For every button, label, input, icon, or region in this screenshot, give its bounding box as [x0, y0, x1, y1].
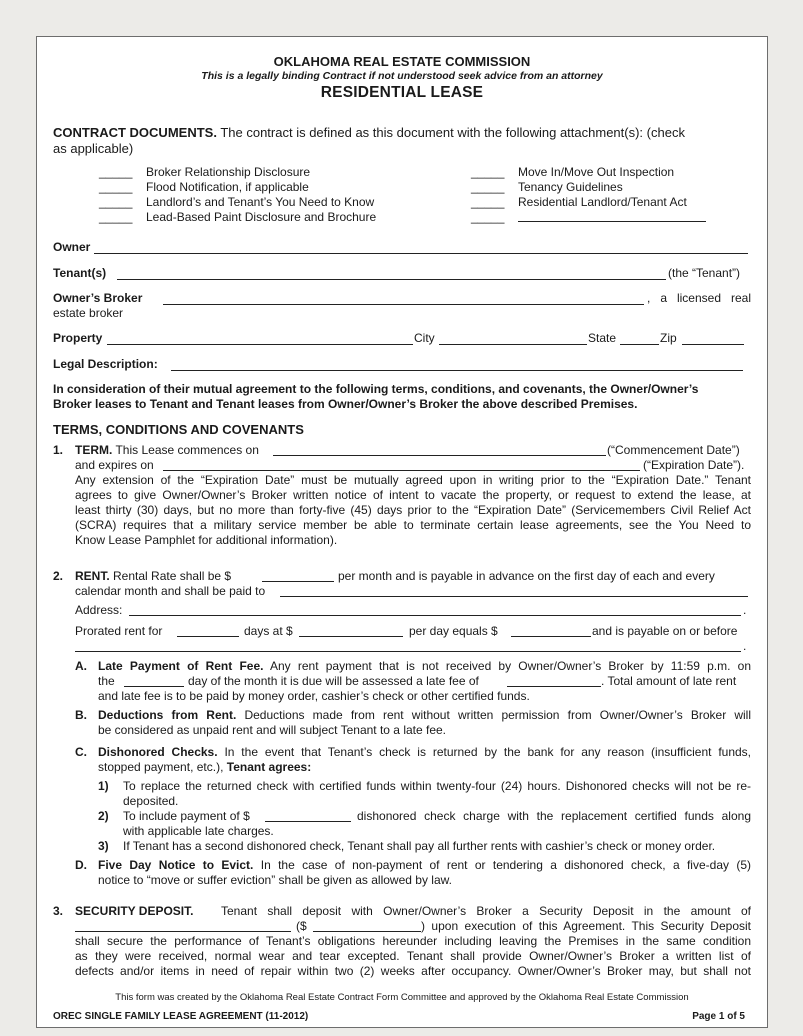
prorated-rate-field[interactable] [299, 636, 403, 637]
footer-page-number: Page 1 of 5 [692, 1011, 745, 1022]
security-paren-open: ($ [296, 919, 307, 933]
terms-heading: TERMS, CONDITIONS AND COVENANTS [53, 422, 304, 437]
prorated-due-date-field[interactable] [75, 651, 741, 652]
attachment-check-4[interactable]: _____ [99, 210, 133, 224]
late-payment-total: . Total amount of late rent [601, 674, 737, 688]
legal-description-label: Legal Description: [53, 357, 158, 371]
term-text-5: Know Lease Pamphlet for additional information). [75, 533, 338, 547]
attachment-other-field[interactable] [518, 221, 706, 222]
attachment-check-1[interactable]: _____ [99, 165, 133, 179]
attachment-label-2: Flood Notification, if applicable [146, 180, 309, 194]
late-payment-line1: Late Payment of Rent Fee. Any rent payment that is not received by Owner/Owner’s Broker by 11:59 p.m. on [98, 659, 752, 673]
broker-field[interactable] [163, 304, 644, 305]
dishonored-line2: stopped payment, etc.), Tenant agrees: [98, 760, 312, 774]
security-text-3: defects and/or items in need of repair within two (2) weeks after occupancy. Owner/Owner’s Broker may, but shall not [75, 964, 751, 978]
prorated-equals-label: per day equals $ [409, 624, 498, 638]
attachment-label-6: Tenancy Guidelines [518, 180, 623, 194]
c1-line1: To replace the returned check with certified funds within twenty-four (24) hours. Dishonored checks will not be re- [123, 779, 751, 793]
footer-note: This form was created by the Oklahoma Real Estate Contract Form Committee and approved by the Oklahoma Real Estate Commission [115, 992, 689, 1003]
broker-suffix: , a licensed real [647, 291, 751, 305]
tenant-label: Tenant(s) [53, 266, 107, 280]
security-line2: ) upon execution of this Agreement. This Security Deposit [421, 919, 751, 933]
broker-line2: estate broker [53, 306, 124, 320]
attachment-check-3[interactable]: _____ [99, 195, 133, 209]
late-payment-line2: day of the month it is due will be assessed a late fee of [188, 674, 479, 688]
attachment-check-7[interactable]: _____ [471, 195, 505, 209]
legal-warning: This is a legally binding Contract if not understood seek advice from an attorney [201, 70, 603, 82]
expiration-date-label: (“Expiration Date”). [643, 458, 745, 472]
c1-number: 1) [98, 779, 109, 793]
rent-c-letter: C. [75, 745, 87, 759]
consideration-line2: Broker leases to Tenant and Tenant leases from Owner/Owner’s Broker the above described Premises. [53, 397, 638, 411]
security-line1: Tenant shall deposit with Owner/Owner’s Broker a Security Deposit in the amount of [221, 904, 751, 918]
prorated-total-field[interactable] [511, 636, 591, 637]
rent-b-letter: B. [75, 708, 87, 722]
property-label: Property [53, 331, 103, 345]
rent-rate-cont: per month and is payable in advance on the first day of each and every [338, 569, 715, 583]
prorated-days-field[interactable] [177, 636, 239, 637]
c2-line1-a: To include payment of $ [123, 809, 250, 823]
deposit-amount-words-field[interactable] [75, 931, 291, 932]
attachment-label-1: Broker Relationship Disclosure [146, 165, 311, 179]
contract-documents-intro: CONTRACT DOCUMENTS. The contract is defined as this document with the following attachment(s): (check [53, 125, 685, 140]
commencement-date-label: (“Commencement Date”) [607, 443, 740, 457]
prorated-days-label: days at $ [244, 624, 293, 638]
zip-label: Zip [660, 331, 677, 345]
late-fee-field[interactable] [507, 686, 601, 687]
rent-payee-field[interactable] [280, 596, 748, 597]
rent-number: 2. [53, 569, 64, 583]
term-commences: TERM. This Lease commences on [75, 443, 259, 457]
c3-line1: If Tenant has a second dishonored check, Tenant shall pay all further rents with cashier’s check or money order. [123, 839, 716, 853]
contract-documents-intro-line2: as applicable) [53, 141, 134, 156]
c2-line2: with applicable late charges. [123, 824, 274, 838]
rental-rate-field[interactable] [262, 581, 334, 582]
attachment-check-6[interactable]: _____ [471, 180, 505, 194]
deductions-line1: Deductions from Rent. Deductions made from rent without written permission from Owner/Owner’s Broker will [98, 708, 751, 722]
prorated-due-label: and is payable on or before [592, 624, 738, 638]
attachment-check-2[interactable]: _____ [99, 180, 133, 194]
security-text-1: shall secure the performance of Tenant’s obligations hereunder including leaving the Premises in the same condition [75, 934, 751, 948]
dishonored-line1: Dishonored Checks. In the event that Tenant’s check is returned by the bank for any reason (insufficient funds, [98, 745, 752, 759]
attachment-label-3: Landlord’s and Tenant’s You Need to Know [146, 195, 375, 209]
attachment-label-7: Residential Landlord/Tenant Act [518, 195, 687, 209]
dishonored-charge-field[interactable] [265, 821, 351, 822]
expiration-date-field[interactable] [163, 470, 640, 471]
deductions-line2: be considered as unpaid rent and will subject Tenant to a late fee. [98, 723, 447, 737]
term-text-2: agrees to give Owner/Owner’s Broker written notice of intent to vacate the property, or request to extend the lease, at [75, 488, 751, 502]
term-expires: and expires on [75, 458, 154, 472]
lease-document-page: OKLAHOMA REAL ESTATE COMMISSION This is a legally binding Contract if not understood seek advice from an attorney RESIDENTIAL LEASE CONTRACT DOCUMENTS. The contract is defined as this document with the following attachment(s): (check as applicable) _____ Broker Relationship Disclosure _____ Flood Notification, if applicable _____ Landlord’s and Tenant’s You Need to Know _____ Lead-Based Paint Disclosure and Brochure _____ Move In/Move Out Inspection _____ Tenancy Guidelines _____ Residential Landlord/Tenant Act _____ Owner Tenant(s) (the “Tenant”) Owner’s Broker , a licensed real estate broker Property City State Zip Legal Description: In consideration of their mutual agreement to the following terms, conditions, and covenants, the Owner/Owner’s Broker leases to Tenant and Tenant leases from Owner/Owner’s Broker the above described Premises. TERMS, CONDITIONS AND COVENANTS 1. TERM. This Lease commences on (“Commencement Date”) and expires on (“Expiration Date”). Any extension of the “Expiration Date” must be mutually agreed upon in writing prior to the “Expiration Date.” Tenant agrees to give Owner/Owner’s Broker written notice of intent to vacate the property, or request to extend the lease, at least thirty (30) days, but no more than forty-five (45) days prior to the “Expiration Date” (Servicemembers Civil Relief Act (SCRA) requires that a military service member be able to terminate certain lease agreements, see the You Need to Know Lease Pamphlet for additional information). 2. RENT. Rental Rate shall be $ per month and is payable in advance on the first day of each and every calendar month and shall be paid to Address: . Prorated rent for days at $ per day equals $ and is payable on or before . A. Late Payment of Rent Fee. Any rent payment that is not received by Owner/Owner’s Broker by 11:59 p.m. on the day of the month it is due will be assessed a late fee of . Total amount of late rent and late fee is to be paid by money order, cashier’s check or other certified funds. B. Deductions from Rent. Deductions made from rent without written permission from Owner/Owner’s Broker will be considered as unpaid rent and will subject Tenant to a late fee. C. Dishonored Checks. In the event that Tenant’s check is returned by the bank for any reason (insufficient funds, stopped payment, etc.), Tenant agrees: 1) To replace the returned check with certified funds within twenty-four (24) hours. Dishonored checks will not be re- deposited. 2) To include payment of $ dishonored check charge with the replacement certified funds along with applicable late charges. 3) If Tenant has a second dishonored check, Tenant shall pay all further rents with cashier’s check or money order. D. Five Day Notice to Evict. In the case of non-payment of rent or tendering a dishonored check, a five-day (5) notice to “move or suffer eviction” shall be given as allowed by law. 3. SECURITY DEPOSIT. Tenant shall deposit with Owner/Owner’s Broker a Security Deposit in the amount of ($ ) upon execution of this Agreement. This Security Deposit shall secure the performance of Tenant’s obligations hereunder including leaving the Premises in the same condition as they were received, normal wear and tear excepted. Tenant shall provide Owner/Owner’s Broker a written list of defects and/or items in need of repair within two (2) weeks after occupancy. Owner/Owner’s Broker may, but shall not This form was created by the Oklahoma Real Estate Contract Form Committee and approved by the Oklahoma Real Estate Commission OREC SINGLE FAMILY LEASE AGREEMENT (11-2012) Page 1 of 5 [36, 36, 768, 1028]
rent-d-letter: D. [75, 858, 87, 872]
late-payment-the: the [98, 674, 115, 688]
document-title: RESIDENTIAL LEASE [320, 84, 484, 101]
attachment-check-8[interactable]: _____ [471, 210, 505, 224]
state-label: State [588, 331, 617, 345]
broker-label: Owner’s Broker [53, 291, 143, 305]
property-field[interactable] [107, 344, 413, 345]
consideration-line1: In consideration of their mutual agreement to the following terms, conditions, and covenants, the Owner/Owner’s [53, 382, 699, 396]
owner-label: Owner [53, 240, 91, 254]
term-text-4: (SCRA) requires that a military service member be able to terminate certain lease agreements, see the You Need to [75, 518, 751, 532]
term-number: 1. [53, 443, 64, 457]
security-text-2: as they were received, normal wear and tear excepted. Tenant shall provide Owner/Owner’s Broker a written list of [75, 949, 751, 963]
attachment-label-4: Lead-Based Paint Disclosure and Brochure [146, 210, 377, 224]
rent-address-label: Address: [75, 603, 123, 617]
late-payment-line3: and late fee is to be paid by money order, cashier’s check or other certified funds. [98, 689, 530, 703]
city-label: City [414, 331, 435, 345]
rent-address-field[interactable] [129, 615, 741, 616]
c2-line1-b: dishonored check charge with the replacement certified funds along [357, 809, 751, 823]
term-text-3: least thirty (30) days, but no more than forty-five (45) days prior to the “Expiration Date” (Servicemembers Civil Relief Act [75, 503, 751, 517]
zip-field[interactable] [682, 344, 744, 345]
deposit-amount-field[interactable] [313, 931, 421, 932]
rent-a-letter: A. [75, 659, 87, 673]
tenant-field[interactable] [117, 279, 666, 280]
late-day-field[interactable] [124, 686, 184, 687]
tenant-suffix: (the “Tenant”) [668, 266, 741, 280]
term-text-1: Any extension of the “Expiration Date” must be mutually agreed upon in writing prior to the “Expiration Date.” Tenant [75, 473, 751, 487]
state-field[interactable] [620, 344, 659, 345]
c2-number: 2) [98, 809, 109, 823]
city-field[interactable] [439, 344, 587, 345]
prorated-rent-label: Prorated rent for [75, 624, 163, 638]
legal-description-field[interactable] [171, 370, 743, 371]
attachment-check-5[interactable]: _____ [471, 165, 505, 179]
commencement-date-field[interactable] [273, 455, 606, 456]
c3-number: 3) [98, 839, 109, 853]
footer-form-name: OREC SINGLE FAMILY LEASE AGREEMENT (11-2012) [53, 1011, 309, 1022]
security-heading: SECURITY DEPOSIT. [75, 904, 194, 918]
attachment-label-5: Move In/Move Out Inspection [518, 165, 675, 179]
evict-line2: notice to “move or suffer eviction” shall be given as allowed by law. [98, 873, 452, 887]
rent-rate: RENT. Rental Rate shall be $ [75, 569, 232, 583]
c1-line2: deposited. [123, 794, 179, 808]
rent-paid-to: calendar month and shall be paid to [75, 584, 266, 598]
contract-documents-heading: CONTRACT DOCUMENTS. [53, 125, 217, 140]
evict-line1: Five Day Notice to Evict. In the case of non-payment of rent or tendering a dishonored check, a five-day (5) [98, 858, 751, 872]
owner-field[interactable] [94, 253, 748, 254]
commission-heading: OKLAHOMA REAL ESTATE COMMISSION [273, 54, 531, 69]
security-number: 3. [53, 904, 64, 918]
